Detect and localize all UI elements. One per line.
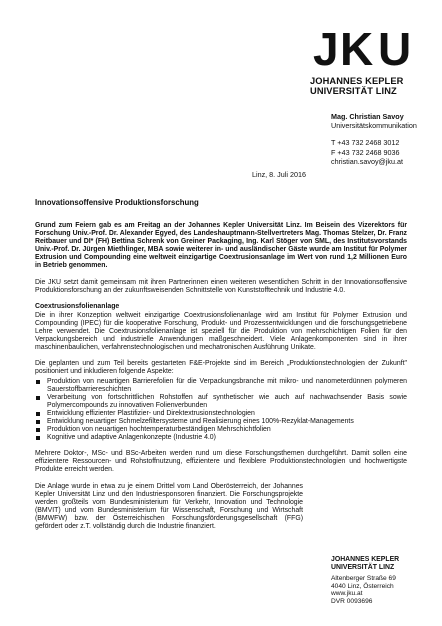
list-item: Verarbeitung von fortschrittlichen Rohstoffen auf synthetischer wie auch auf nachwachsender Basis sowie Polymercompounds zu innovativen Folienverbunden: [35, 394, 407, 410]
list-item: Produktion von neuartigen Barrierefolien für die Verpackungsbranche mit mikro- und nanometerdünnen polymeren Sauerstoffbarriereschichten: [35, 378, 407, 394]
paragraph-5: Die Anlage wurde in etwa zu je einem Drittel vom Land Oberösterreich, der Johannes Kepler Universität Linz und den Industriesponsoren finanziert. Die Forschungsprojekte werden großteils vom Bundesministerium für Verkehr, Innovation und Technologie (BMVIT) und vom Bundesministerium für Wissenschaft, Forschung und Wirtschaft (BMWFW) bzw. der Österreichischen Forschungsförderungsgesellschaft (FFG) gefördert oder z.T. vollständig durch die Industrie finanziert.: [35, 482, 303, 530]
logo-wordmark: [310, 76, 422, 96]
jku-logo: [310, 23, 422, 96]
list-item: Entwicklung neuartiger Schmelzefiltersysteme und Realisierung eines 100%-Rezyklat-Managements: [35, 418, 407, 426]
footer-address: [331, 556, 399, 605]
footer-org-line-2: UNIVERSITÄT LINZ: [331, 564, 395, 571]
paragraph-3: Die geplanten und zum Teil bereits gestarteten F&E-Projekte sind im Bereich „Produktionstechnologien der Zukunft" positioniert und inkludieren folgende Aspekte:: [35, 360, 407, 376]
aspects-list: [35, 378, 407, 443]
logo-letter-u: U: [378, 23, 412, 75]
document-title: Innovationsoffensive Produktionsforschung: [35, 198, 199, 207]
contact-phone: T +43 732 2468 3012: [331, 138, 400, 148]
bullet-square-icon: [36, 412, 40, 416]
list-item: Produktion von neuartigen hochtemperaturbeständigen Mehrschichtfolien: [35, 426, 407, 434]
paragraph-2: Die in ihrer Konzeption weltweit einzigartige Coextrusionsfolienanlage wird am Institut für Polymer Extrusion und Compounding (IPEC) für die kooperative Forschung, Produkt- und Prozessentwicklungen und die forschungsgetriebene Lehre verwendet. Die Coextrusionsfolienanlage ist speziell für die Produktion von mehrschichtigen Folien für den Verpackungsbereich und industrielle Anwendungen maßgeschneidert. Viele Anlagenkomponenten sind in ihrer maschinenbaulichen, verfahrenstechnologischen und mechatronischen Ausführung Unikate.: [35, 311, 407, 352]
contact-block: [331, 112, 417, 166]
logo-line-2: UNIVERSITÄT LINZ: [310, 86, 397, 96]
contact-role: Universitätskommunikation: [331, 121, 417, 131]
logo-letter-j: J: [313, 23, 338, 75]
footer-web[interactable]: www.jku.at: [331, 590, 363, 598]
list-item: Kognitive und adaptive Anlagenkonzepte (Industrie 4.0): [35, 434, 407, 442]
subheading: Coextrusionsfolienanlage: [35, 302, 120, 310]
footer-city: 4040 Linz, Österreich: [331, 582, 394, 590]
footer-street: Altenberger Straße 69: [331, 575, 396, 582]
bullet-square-icon: [36, 396, 40, 400]
logo-line-1: JOHANNES KEPLER: [310, 76, 404, 86]
letter-date: Linz, 8. Juli 2016: [252, 170, 306, 179]
paragraph-1: Die JKU setzt damit gemeinsam mit ihren Partnerinnen einen weiteren wesentlichen Schritt in der Innovationsoffensive Produktionsforschung an der zukunftsweisenden Schnittstelle von Kunststofftechnik und Industrie 4.0.: [35, 278, 407, 294]
list-item: Entwicklung effizienter Plastifizier- und Direktextrusionstechnologien: [35, 410, 407, 418]
contact-name: Mag. Christian Savoy: [331, 112, 404, 121]
paragraph-4: Mehrere Doktor-, MSc- und BSc-Arbeiten werden rund um diese Forschungsthemen durchgeführt. Damit sollen eine effizientere Ressourcen- und Rohstoffnutzung, effizientere und flexiblere Produktionstechnologien und hochwertigste Produkte erreicht werden.: [35, 450, 407, 474]
contact-fax: F +43 732 2468 9036: [331, 147, 400, 157]
jku-logo-mark: [310, 23, 422, 75]
bullet-square-icon: [36, 420, 40, 424]
document-body: [35, 222, 407, 539]
contact-email[interactable]: christian.savoy@jku.at: [331, 156, 404, 166]
lead-paragraph: Grund zum Feiern gab es am Freitag an der Johannes Kepler Universität Linz. Im Beisein des Vizerektors für Forschung Univ.-Prof. Dr. Alexander Egyed, des Landeshauptmann-Stellvertreters Mag. Thomas Stelzer, Dr. Franz Reitbauer und DI* (FH) Bettina Schrenk von Greiner Packaging, Ing. Karl Stöger von SML, des Institutsvorstands Univ.-Prof. Dr. Jürgen Miethlinger, MBA sowie weiterer in- und ausländischer Gäste wurde am Institut für Polymer Extrusion und Compounding eine weltweit einzigartige Coextrusionsanlage im Wert von rund 1,2 Millionen Euro in Betrieb genommen.: [35, 222, 407, 270]
bullet-square-icon: [36, 428, 40, 432]
bullet-square-icon: [36, 436, 40, 440]
bullet-square-icon: [36, 380, 40, 384]
footer-dvr: DVR 0093696: [331, 597, 373, 605]
footer-org-line-1: JOHANNES KEPLER: [331, 556, 400, 563]
logo-letter-k: K: [340, 23, 374, 75]
